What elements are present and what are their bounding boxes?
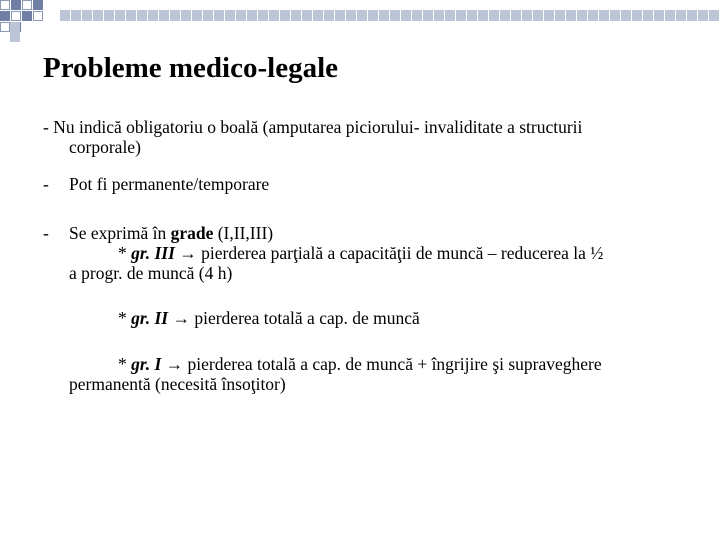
grade-3-label: gr. III [131,243,175,263]
bullet-item [43,223,693,243]
decor-square [0,0,10,10]
decor-square [11,11,21,21]
bullet-item [43,174,693,194]
bullet-suffix: (I,II,III) [213,223,274,243]
bullet-marker: - [43,223,49,243]
bullet-bold-word: grade [170,223,214,243]
decor-square [22,11,32,21]
decor-square [22,0,32,10]
decor-square [0,22,10,32]
grade-2-label: gr. II [131,308,169,328]
bullet-text: Pot fi permanente/temporare [69,174,270,194]
paragraph-line: - Nu indică obligatoriu o boală (amputarea piciorului- invaliditate a structurii [43,117,583,137]
decor-square [33,11,43,21]
grade-1-line [43,354,693,374]
slide-title: Probleme medico-legale [43,52,338,84]
grade-1-text: → pierderea totală a cap. de muncă + îngrijire şi supraveghere [161,354,602,374]
bullet-text: Se exprimă în [69,223,171,243]
grade-2-line [43,308,693,328]
slide-body [43,117,693,394]
corner-decoration [0,0,60,40]
decor-square [33,0,43,10]
grade-3-continuation: a progr. de muncă (4 h) [69,263,233,283]
grade-prefix: * [118,354,132,374]
grade-3-line [43,243,693,263]
decor-square [0,11,10,21]
bullet-marker: - [43,174,49,194]
top-decoration-bar [60,10,720,21]
grade-2-text: → pierderea totală a cap. de muncă [168,308,420,328]
paragraph-line: corporale) [69,137,141,157]
grade-prefix: * [118,243,132,263]
grade-1-label: gr. I [131,354,162,374]
grade-1-continuation: permanentă (necesită însoţitor) [69,374,286,394]
left-decoration-bar [10,22,20,42]
grade-prefix: * [118,308,132,328]
grade-3-text: → pierderea parţială a capacităţii de muncă – reducerea la ½ [174,243,604,263]
decor-square [11,0,21,10]
